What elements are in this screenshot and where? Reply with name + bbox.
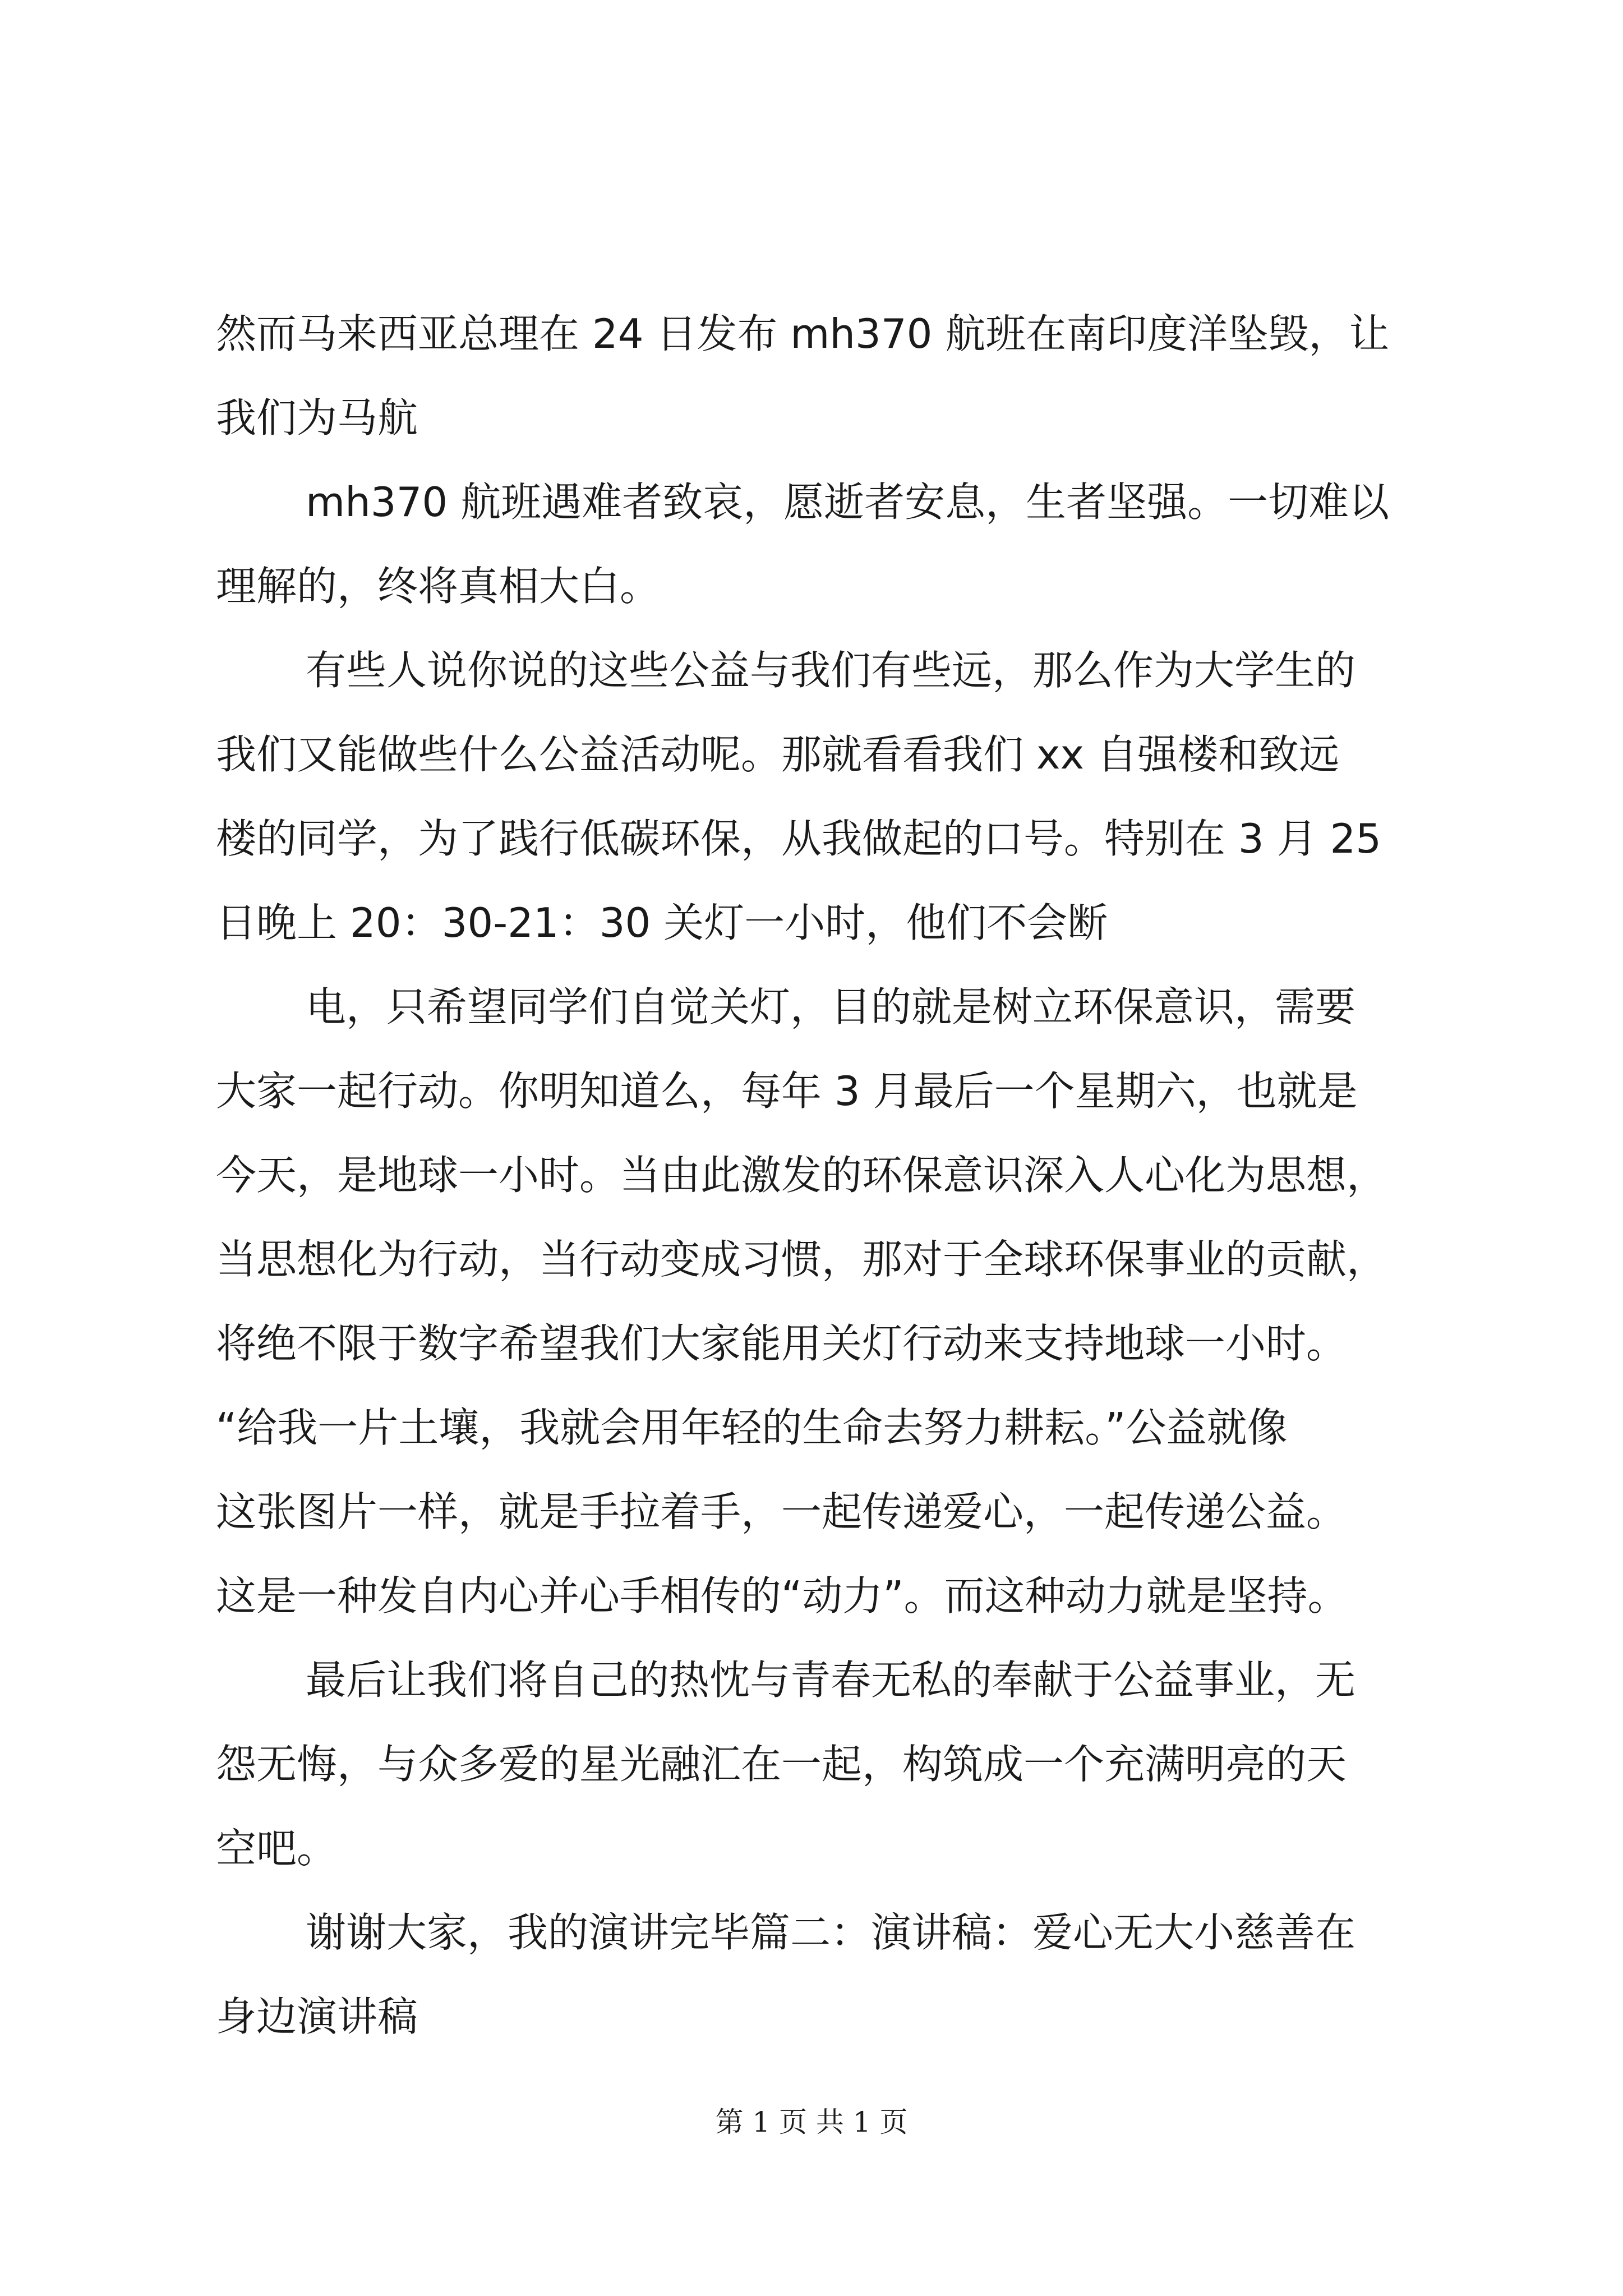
text-line-4: 理解的，终将真相大白。 xyxy=(216,563,661,610)
text-line-6: 我们又能做些什么公益活动呢。那就看看我们 xx 自强楼和致远 xyxy=(216,731,1339,778)
page-footer: 第 1 页 共 1 页 xyxy=(715,2106,908,2138)
text-line-14: “给我一片土壤，我就会用年轻的生命去努力耕耘。”公益就像 xyxy=(216,1404,1288,1451)
text-line-19: 空吧。 xyxy=(216,1825,338,1872)
text-line-20: 谢谢大家，我的演讲完毕篇二：演讲稿：爱心无大小慈善在 xyxy=(306,1909,1356,1956)
text-line-21: 身边演讲稿 xyxy=(216,1993,418,2040)
text-line-18: 怨无悔，与众多爱的星光融汇在一起，构筑成一个充满明亮的天 xyxy=(216,1741,1347,1788)
text-line-2: 我们为马航 xyxy=(216,394,418,441)
text-line-3: mh370 航班遇难者致哀，愿逝者安息，生者坚强。一切难以 xyxy=(306,478,1390,526)
text-line-16: 这是一种发自内心并心手相传的“动力”。而这种动力就是坚持。 xyxy=(216,1572,1348,1619)
text-line-8: 日晚上 20：30-21：30 关灯一小时，他们不会断 xyxy=(216,899,1108,946)
text-line-12: 当思想化为行动，当行动变成习惯，那对于全球环保事业的贡献， xyxy=(216,1236,1387,1283)
text-line-15: 这张图片一样，就是手拉着手，一起传递爱心，一起传递公益。 xyxy=(216,1488,1347,1535)
text-line-1: 然而马来西亚总理在 24 日发布 mh370 航班在南印度洋坠毁，让 xyxy=(216,310,1390,357)
text-line-13: 将绝不限于数字希望我们大家能用关灯行动来支持地球一小时。 xyxy=(216,1320,1347,1367)
text-line-17: 最后让我们将自己的热忱与青春无私的奉献于公益事业，无 xyxy=(306,1657,1356,1704)
text-line-5: 有些人说你说的这些公益与我们有些远，那么作为大学生的 xyxy=(306,647,1356,694)
text-line-10: 大家一起行动。你明知道么，每年 3 月最后一个星期六，也就是 xyxy=(216,1068,1358,1115)
text-line-7: 楼的同学，为了践行低碳环保，从我做起的口号。特别在 3 月 25 xyxy=(216,815,1382,862)
text-line-11: 今天，是地球一小时。当由此激发的环保意识深入人心化为思想， xyxy=(216,1152,1387,1199)
text-line-9: 电，只希望同学们自觉关灯，目的就是树立环保意识，需要 xyxy=(306,983,1356,1030)
